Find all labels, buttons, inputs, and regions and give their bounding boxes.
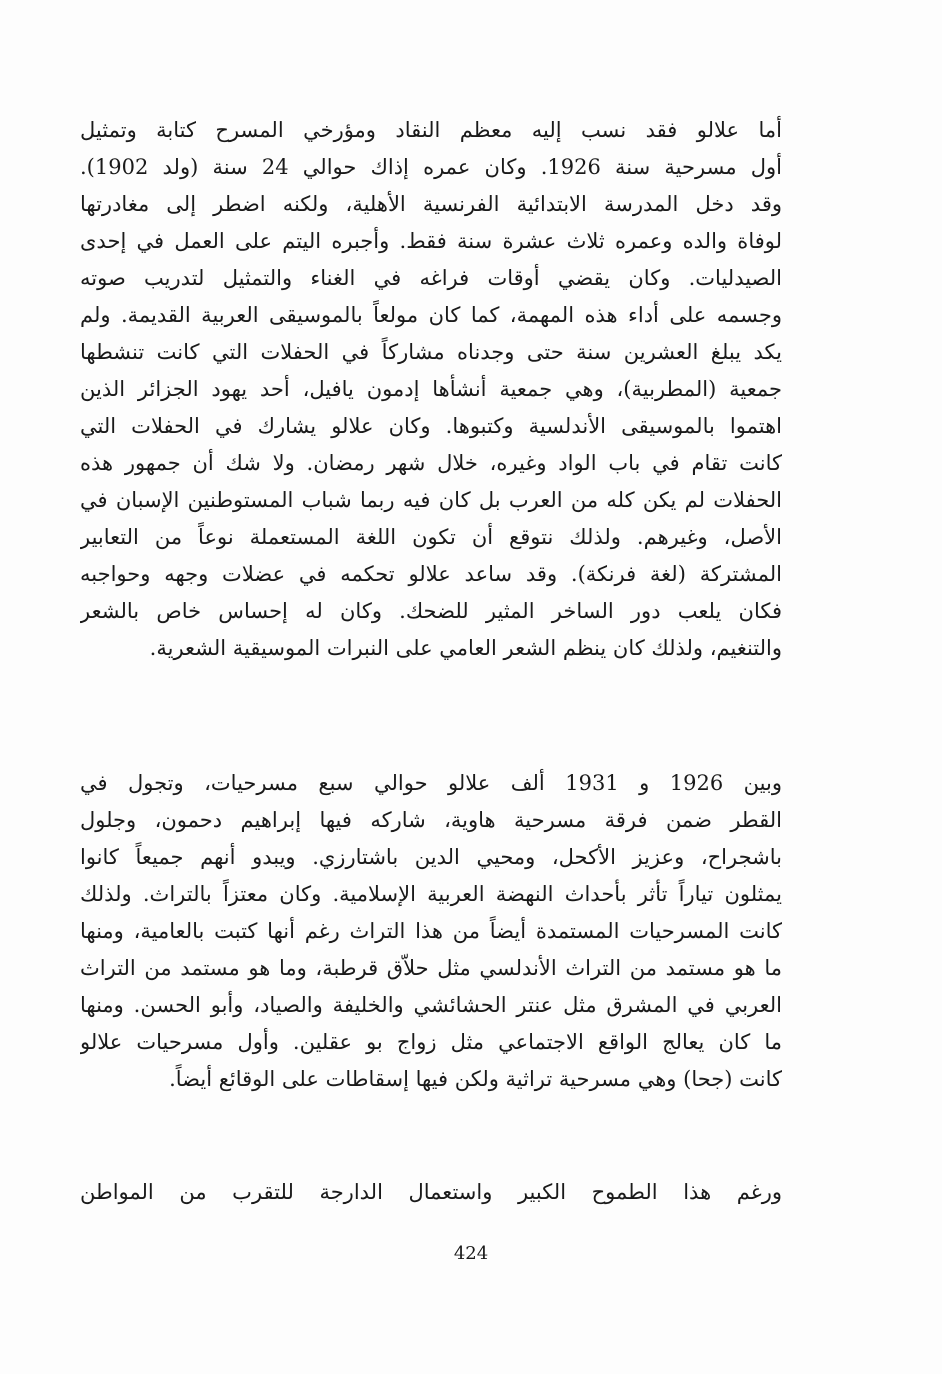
text-line: وبين 1926 و 1931 ألف علالو حوالي سبع مسرحيات، وتجول في: [80, 771, 782, 795]
text-line: يكد يبلغ العشرين سنة حتى وجدناه مشاركاً في الحفلات التي كانت تنشطها: [80, 340, 782, 364]
paragraph-2: [80, 765, 782, 1098]
paragraph-1: [80, 112, 782, 667]
text-line: لوفاة والده وعمره ثلاث عشرة سنة فقط. وأجبره اليتم على العمل في إحدى: [80, 229, 782, 253]
text-line: كانت المسرحيات المستمدة أيضاً من هذا التراث رغم أنها كتبت بالعامية، ومنها: [80, 919, 782, 943]
text-line: كانت (جحا) وهي مسرحية تراثية ولكن فيها إسقاطات على الوقائع أيضاً.: [169, 1067, 782, 1091]
text-line: يمثلون تياراً تأثر بأحداث النهضة العربية الإسلامية. وكان معتزاً بالتراث. ولذلك: [80, 882, 782, 906]
text-line: أول مسرحية سنة 1926. وكان عمره إذاك حوالي 24 سنة (ولد 1902).: [80, 155, 782, 179]
text-line: الأصل، وغيرهم. ولذلك نتوقع أن تكون اللغة المستعملة نوعاً من التعابير: [80, 525, 782, 549]
text-line: المشتركة (لغة فرنكة). وقد ساعد علالو تحكمه في عضلات وجهه وحواجبه: [80, 562, 782, 586]
paragraph-3: [80, 1174, 782, 1211]
page-number: 424: [453, 1243, 489, 1264]
text-line: ما هو مستمد من التراث الأندلسي مثل حلاّق قرطبة، وما هو مستمد من التراث: [80, 956, 782, 980]
text-line: والتنغيم، ولذلك كان ينظم الشعر العامي على النبرات الموسيقية الشعرية.: [149, 636, 782, 660]
text-line: ما كان يعالج الواقع الاجتماعي مثل زواج بو عقلين. وأول مسرحيات علالو: [80, 1030, 782, 1054]
text-line: فكان يلعب دور الساخر المثير للضحك. وكان له إحساس خاص بالشعر: [80, 599, 782, 623]
text-line: القطر ضمن فرقة مسرحية هاوية، شاركه فيها إبراهيم دحمون، وجلول: [80, 808, 782, 832]
text-line: كانت تقام في باب الواد وغيره، خلال شهر رمضان. ولا شك أن جمهور هذه: [80, 451, 782, 475]
text-line: وقد دخل المدرسة الابتدائية الفرنسية الأهلية، ولكنه اضطر إلى مغادرتها: [80, 192, 782, 216]
text-line: أما علالو فقد نسب إليه معظم النقاد ومؤرخي المسرح كتابة وتمثيل: [80, 118, 782, 142]
text-line: الحفلات لم يكن كله من العرب بل كان فيه ربما شباب المستوطنين الإسبان في: [80, 488, 782, 512]
text-line: العربي في المشرق مثل عنتر الحشائشي والخليفة والصياد، وأبو الحسن. ومنها: [80, 993, 782, 1017]
text-line: اهتموا بالموسيقى الأندلسية وكتبوها. وكان علالو يشارك في الحفلات التي: [80, 414, 782, 438]
text-line: وجسمه على أداء هذه المهمة، كما كان مولعاً بالموسيقى العربية القديمة. ولم: [80, 303, 782, 327]
text-line: جمعية (المطربية)، وهي جمعية أنشأها إدمون يافيل، أحد يهود الجزائر الذين: [80, 377, 782, 401]
text-line: باشجراح، وعزيز الأكحل، ومحيي الدين باشتارزي. ويبدو أنهم جميعاً كانوا: [80, 845, 782, 869]
text-line: الصيدليات. وكان يقضي أوقات فراغه في الغناء والتمثيل لتدريب صوته: [80, 266, 782, 290]
text-line: ورغم هذا الطموح الكبير واستعمال الدارجة للتقرب من المواطن: [80, 1180, 782, 1204]
